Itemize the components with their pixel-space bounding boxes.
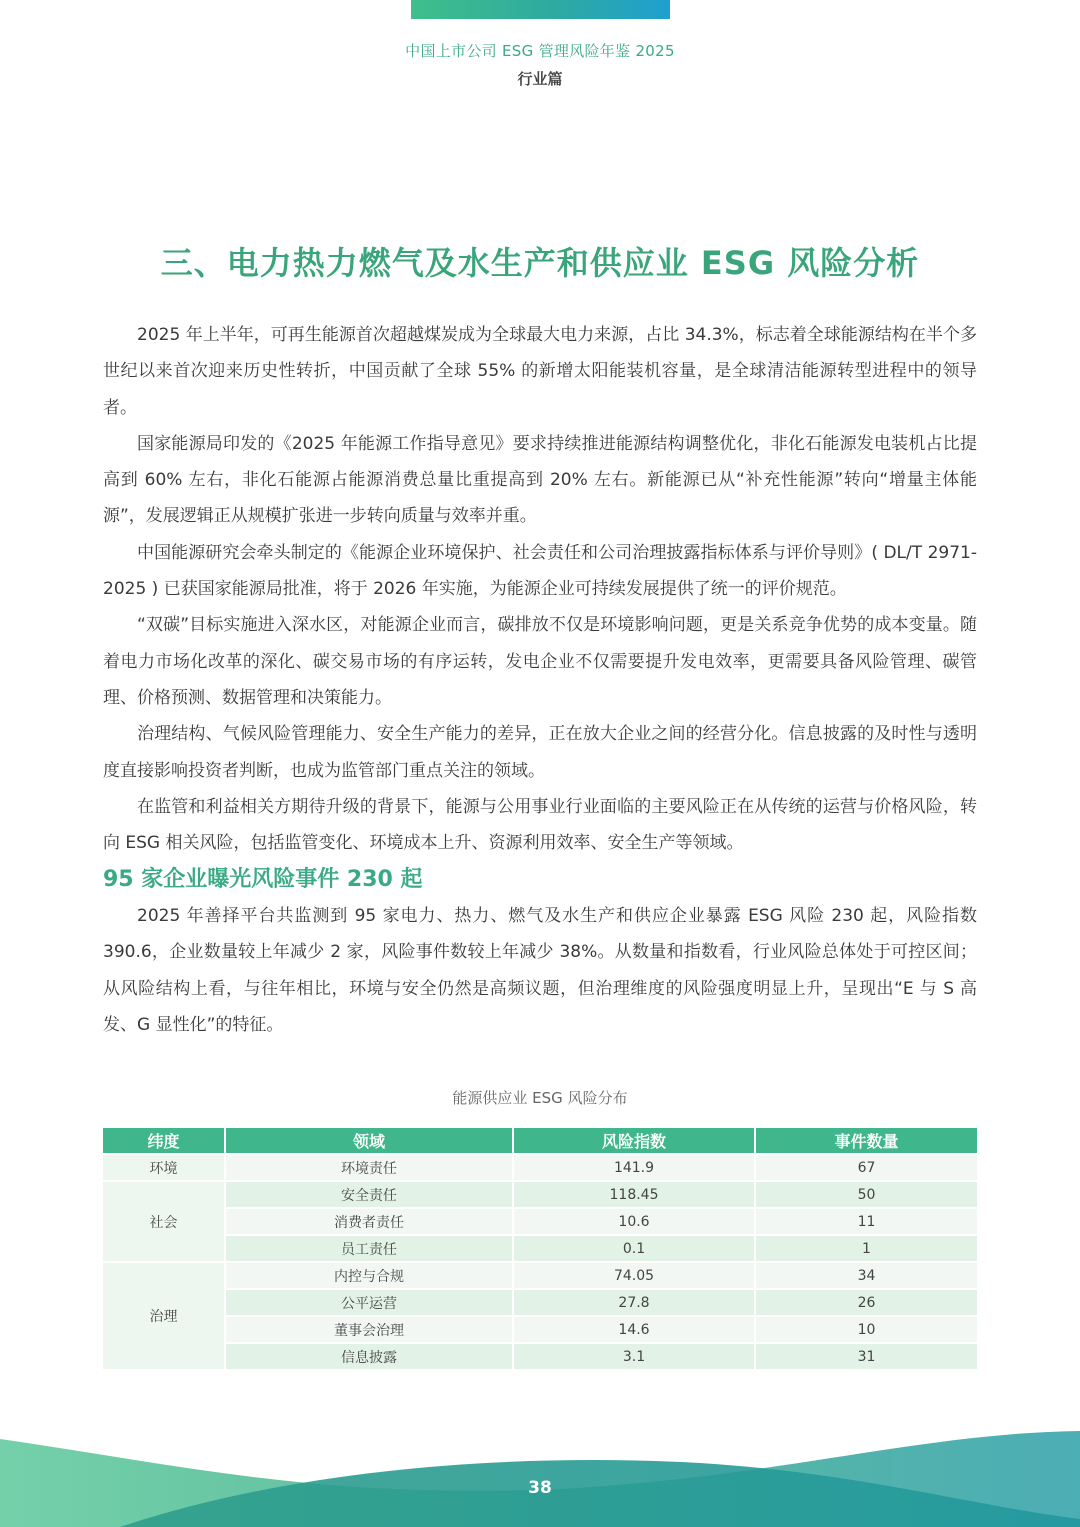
index-cell: 74.05 <box>513 1262 755 1289</box>
table-row <box>103 1289 977 1316</box>
dimension-cell: 环境 <box>103 1154 225 1181</box>
risk-table <box>103 1128 977 1369</box>
index-cell: 3.1 <box>513 1343 755 1369</box>
report-title: 中国上市公司 ESG 管理风险年鉴 2025 <box>405 42 675 60</box>
dimension-cell: 社会 <box>103 1181 225 1262</box>
count-cell: 11 <box>755 1208 977 1235</box>
summary-paragraph: 2025 年善择平台共监测到 95 家电力、热力、燃气及水生产和供应企业暴露 ESG 风险 230 起，风险指数 390.6，企业数量较上年减少 2 家，风险事件数较上年减少 38%。从数量和指数看，行业风险总体处于可控区间；从风险结构上看，与往年相比，环境与安全仍然是高频议题，但治理维度的风险强度明显上升，呈现出“E 与 S 高发、G 显性化”的特征。 <box>103 906 977 1035</box>
header-index: 风险指数 <box>513 1128 755 1154</box>
index-cell: 141.9 <box>513 1154 755 1181</box>
table-header-row <box>103 1128 977 1154</box>
header-count: 事件数量 <box>755 1128 977 1154</box>
page-number: 38 <box>528 1478 552 1498</box>
index-cell: 118.45 <box>513 1181 755 1208</box>
count-cell: 31 <box>755 1343 977 1369</box>
index-cell: 14.6 <box>513 1316 755 1343</box>
table-row <box>103 1208 977 1235</box>
section-title: 三、电力热力燃气及水生产和供应业 ESG 风险分析 <box>160 244 920 282</box>
header-dimension: 纬度 <box>103 1128 225 1154</box>
count-cell: 1 <box>755 1235 977 1262</box>
intro-paragraph: “双碳”目标实施进入深水区，对能源企业而言，碳排放不仅是环境影响问题，更是关系竞争优势的成本变量。随着电力市场化改革的深化、碳交易市场的有序运转，发电企业不仅需要提升发电效率，更需要具备风险管理、碳管理、价格预测、数据管理和决策能力。 <box>103 615 977 708</box>
count-cell: 10 <box>755 1316 977 1343</box>
index-cell: 10.6 <box>513 1208 755 1235</box>
field-cell: 消费者责任 <box>225 1208 513 1235</box>
table-row <box>103 1181 977 1208</box>
intro-text <box>103 317 977 861</box>
field-cell: 员工责任 <box>225 1235 513 1262</box>
field-cell: 信息披露 <box>225 1343 513 1369</box>
table-row <box>103 1154 977 1181</box>
intro-paragraph: 国家能源局印发的《2025 年能源工作指导意见》要求持续推进能源结构调整优化，非化石能源发电装机占比提高到 60% 左右，非化石能源占能源消费总量比重提高到 20% 左右。新能源已从“补充性能源”转向“增量主体能源”，发展逻辑正从规模扩张进一步转向质量与效率并重。 <box>103 433 977 527</box>
report-subtitle: 行业篇 <box>517 70 563 88</box>
top-accent-bar <box>411 0 670 19</box>
header-field: 领域 <box>225 1128 513 1154</box>
count-cell: 34 <box>755 1262 977 1289</box>
footer-wave <box>0 1427 1080 1527</box>
field-cell: 内控与合规 <box>225 1262 513 1289</box>
summary-text <box>103 898 977 1043</box>
table-row <box>103 1235 977 1262</box>
intro-paragraph: 2025 年上半年，可再生能源首次超越煤炭成为全球最大电力来源，占比 34.3%，标志着全球能源结构在半个多世纪以来首次迎来历史性转折，中国贡献了全球 55% 的新增太阳能装机容量，是全球清洁能源转型进程中的领导者。 <box>103 325 977 418</box>
count-cell: 67 <box>755 1154 977 1181</box>
intro-paragraph: 中国能源研究会牵头制定的《能源企业环境保护、社会责任和公司治理披露指标体系与评价导则》( DL/T 2971-2025 ) 已获国家能源局批准，将于 2026 年实施，为能源企业可持续发展提供了统一的评价规范。 <box>103 542 977 600</box>
table-row <box>103 1262 977 1289</box>
dimension-cell: 治理 <box>103 1262 225 1369</box>
intro-paragraph: 在监管和利益相关方期待升级的背景下，能源与公用事业行业面临的主要风险正在从传统的运营与价格风险，转向 ESG 相关风险，包括监管变化、环境成本上升、资源利用效率、安全生产等领域。 <box>103 796 977 854</box>
table-row <box>103 1343 977 1369</box>
table-caption: 能源供应业 ESG 风险分布 <box>452 1089 628 1107</box>
intro-paragraph: 治理结构、气候风险管理能力、安全生产能力的差异，正在放大企业之间的经营分化。信息披露的及时性与透明度直接影响投资者判断，也成为监管部门重点关注的领域。 <box>103 724 977 781</box>
subheading: 95 家企业曝光风险事件 230 起 <box>103 867 423 892</box>
field-cell: 环境责任 <box>225 1154 513 1181</box>
index-cell: 0.1 <box>513 1235 755 1262</box>
field-cell: 公平运营 <box>225 1289 513 1316</box>
field-cell: 安全责任 <box>225 1181 513 1208</box>
index-cell: 27.8 <box>513 1289 755 1316</box>
count-cell: 50 <box>755 1181 977 1208</box>
count-cell: 26 <box>755 1289 977 1316</box>
field-cell: 董事会治理 <box>225 1316 513 1343</box>
table-row <box>103 1316 977 1343</box>
